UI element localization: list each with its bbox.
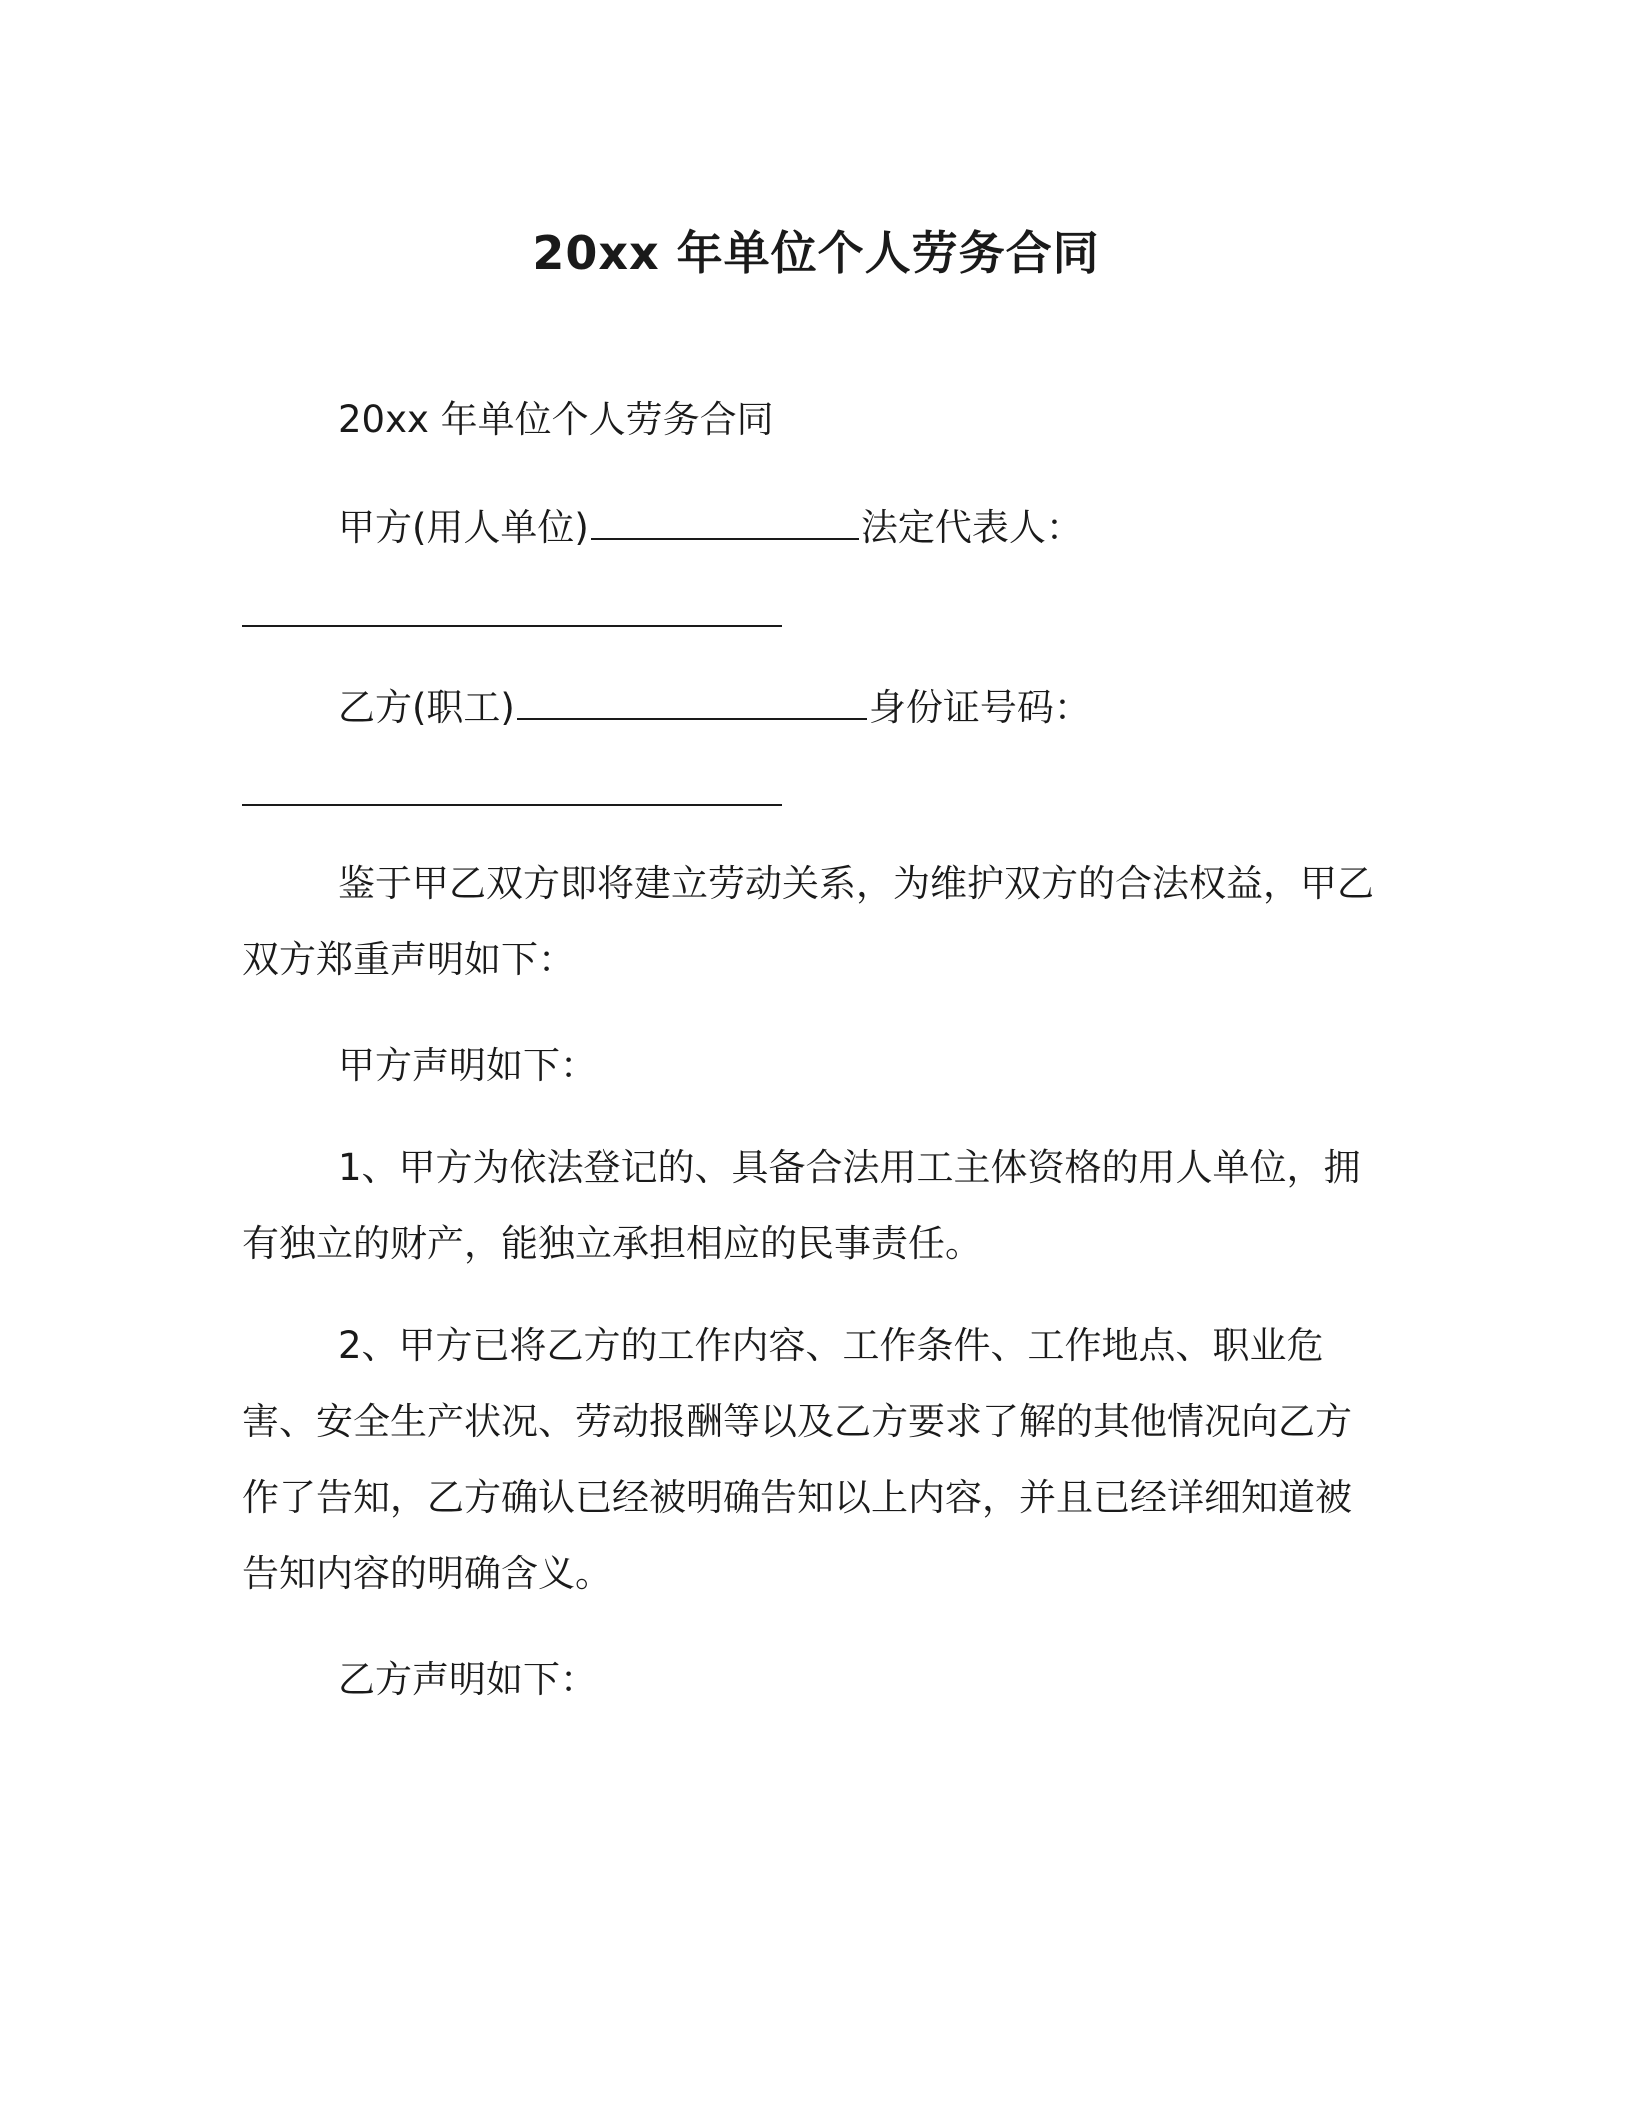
party-b-id-label: 身份证号码： — [868, 686, 1091, 729]
party-b-row — [338, 682, 1488, 732]
party-b-blank — [517, 682, 867, 720]
party-b-label: 乙方(职工) — [338, 686, 515, 729]
party-a-rep-blank — [242, 625, 782, 627]
preamble-paragraph: 鉴于甲乙双方即将建立劳动关系，为维护双方的合法权益，甲乙双方郑重声明如下： — [242, 862, 1374, 981]
party-a-row — [338, 502, 1488, 552]
party-a-clause-1: 1、甲方为依法登记的、具备合法用工主体资格的用人单位，拥有独立的财产，能独立承担相应的民事责任。 — [242, 1146, 1361, 1265]
party-a-rep-label: 法定代表人： — [860, 506, 1083, 549]
document-subtitle: 20xx 年单位个人劳务合同 — [338, 398, 774, 441]
party-a-statement-heading: 甲方声明如下： — [338, 1044, 597, 1087]
party-b-statement-heading: 乙方声明如下： — [338, 1658, 597, 1701]
party-b-id-blank — [242, 804, 782, 806]
document-title: 20xx 年单位个人劳务合同 — [532, 226, 1100, 280]
party-a-blank — [591, 502, 859, 540]
party-a-clause-2: 2、甲方已将乙方的工作内容、工作条件、工作地点、职业危害、安全生产状况、劳动报酬等以及乙方要求了解的其他情况向乙方作了告知，乙方确认已经被明确告知以上内容，并且已经详细知道被告知内容的明确含义。 — [242, 1324, 1352, 1595]
party-a-label: 甲方(用人单位) — [338, 506, 589, 549]
